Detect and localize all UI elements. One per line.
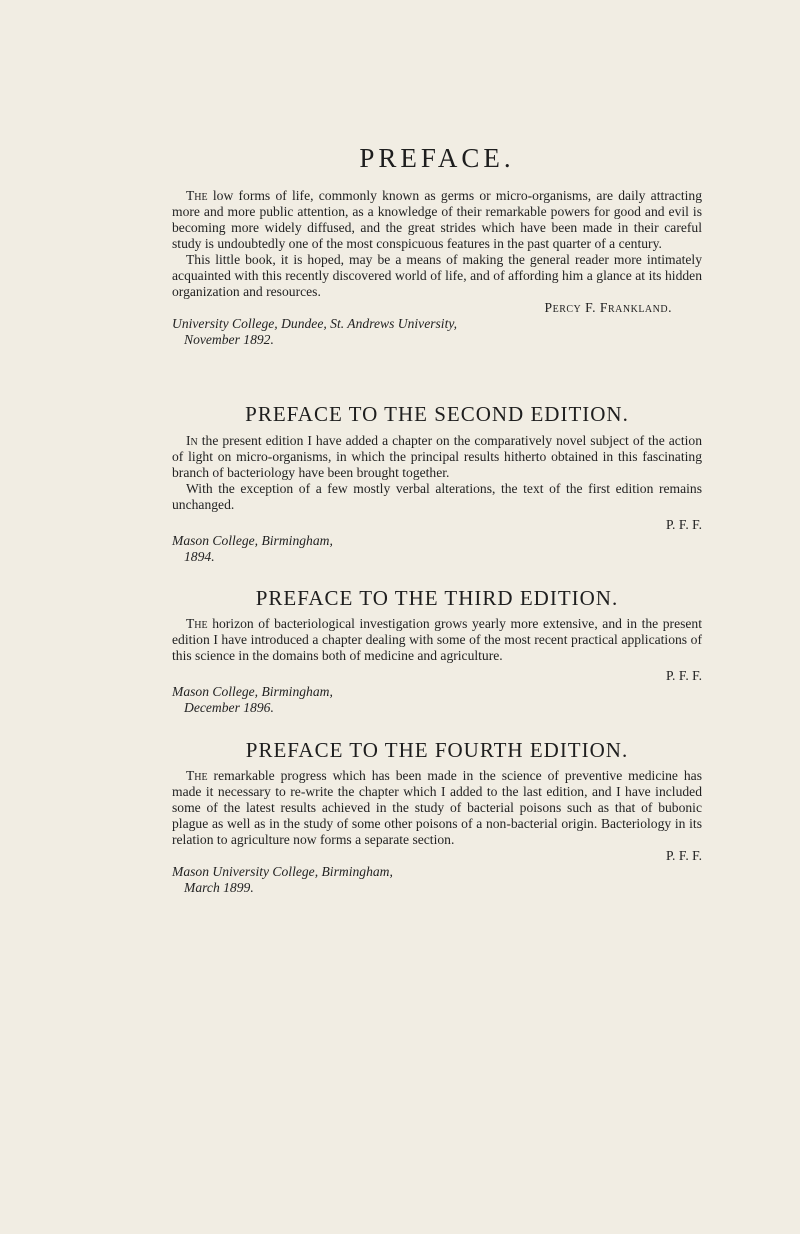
fourth-edition-section	[172, 768, 702, 896]
place-line: Mason College, Birmingham,	[172, 684, 333, 699]
paragraph-text: the present edition I have added a chapter on the comparatively novel subject of the action of light on micro-organisms, in which the principal results hitherto obtained in this fascinating branch of bacteriology have been brought together.	[172, 433, 702, 480]
third-edition-section	[172, 616, 702, 716]
preface-paragraph-1	[172, 188, 702, 252]
second-edition-section	[172, 433, 702, 565]
place-line: Mason College, Birmingham,	[172, 533, 333, 548]
paragraph-text: remarkable progress which has been made in the science of preventive medicine has made it necessary to re-write the chapter which I added to the last edition, and I have included some of the latest results achieved in the study of bacterial poisons such as that of bubonic plague as well as in the study of some other poisons of a non-bacterial origin. Bacteriology in its relation to agriculture now forms a separate section.	[172, 768, 702, 847]
paragraph-text: low forms of life, commonly known as germs or micro-organisms, are daily attracting more and more public attention, as a knowledge of their remarkable powers for good and evil is becoming more widely diffused, and the great strides which have been made in their careful study is undoubtedly one of the most conspicuous features in the past quarter of a century.	[172, 188, 702, 251]
preface-title: PREFACE.	[359, 143, 515, 173]
signature: P. F. F.	[666, 668, 702, 683]
place-line: University College, Dundee, St. Andrews University,	[172, 316, 458, 331]
paragraph-text: horizon of bacteriological investigation grows yearly more extensive, and in the present edition I have introduced a chapter dealing with some of the most recent practical applications of this science in the domains both of medicine and agriculture.	[172, 616, 702, 663]
preface-section	[172, 188, 702, 348]
first-word: The	[186, 616, 208, 631]
second-edition-title: PREFACE TO THE SECOND EDITION.	[245, 402, 629, 426]
third-edition-title: PREFACE TO THE THIRD EDITION.	[255, 586, 619, 610]
place-date	[172, 316, 702, 348]
date-line: March 1899.	[184, 880, 254, 895]
second-paragraph-1	[172, 433, 702, 481]
signature: Percy F. Frankland.	[544, 300, 672, 315]
third-paragraph-1	[172, 616, 702, 664]
first-word: The	[186, 768, 208, 783]
fourth-paragraph-1	[172, 768, 702, 848]
place-date	[172, 533, 702, 565]
signature: P. F. F.	[666, 848, 702, 863]
second-paragraph-2: With the exception of a few mostly verbal alterations, the text of the first edition remains unchanged.	[172, 481, 702, 512]
date-line: 1894.	[184, 549, 215, 564]
first-word: The	[186, 188, 208, 203]
fourth-edition-title: PREFACE TO THE FOURTH EDITION.	[245, 738, 629, 762]
signature: P. F. F.	[666, 517, 702, 532]
date-line: November 1892.	[184, 332, 274, 347]
place-date	[172, 684, 702, 716]
place-line: Mason University College, Birmingham,	[172, 864, 393, 879]
date-line: December 1896.	[184, 700, 274, 715]
preface-paragraph-2: This little book, it is hoped, may be a means of making the general reader more intimately acquainted with this recently discovered world of life, and of affording him a glance at its hidden organization and resources.	[172, 252, 702, 299]
place-date	[172, 864, 702, 896]
first-word: In	[186, 433, 198, 448]
